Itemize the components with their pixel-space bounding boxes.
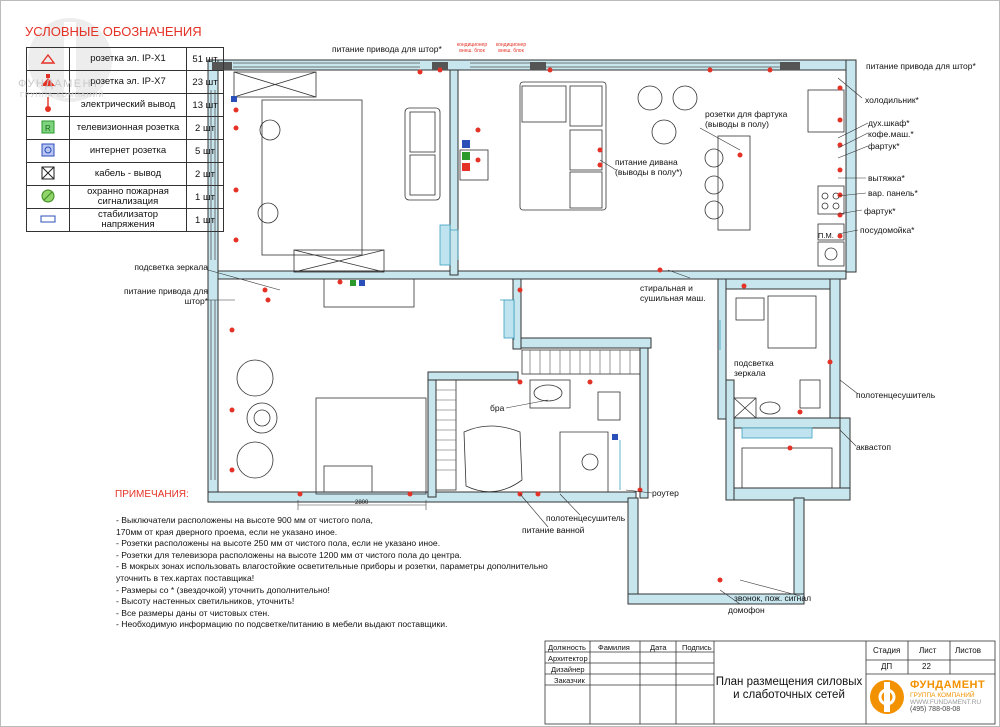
- legend-label: охранно пожарная сигнализация: [70, 186, 187, 209]
- legend-count: 2 шт: [187, 163, 224, 186]
- socket-ipx1-icon: [38, 49, 58, 67]
- tb-stage-label: Стадия: [873, 646, 901, 655]
- label-conditioner-1: кондиционер внеш. блок: [456, 42, 488, 54]
- note-line: - Необходимую информацию по подсветке/питанию в мебели выдают поставщики.: [116, 619, 448, 630]
- label-washer: стиральная и сушильная маш.: [640, 283, 706, 303]
- legend-row: [27, 117, 224, 140]
- watermark-brand: ФУНДАМЕНТ: [18, 78, 101, 90]
- note-line: 170мм от края дверного проема, если не указано иное.: [116, 526, 338, 537]
- svg-text:R: R: [45, 123, 51, 133]
- legend-label: интернет розетка: [70, 140, 187, 163]
- legend-count: 1 шт: [187, 186, 224, 209]
- tb-header-position: Должность: [548, 643, 586, 652]
- label-mirror-light: подсветка зеркала: [134, 262, 208, 272]
- notes-title: ПРИМЕЧАНИЯ:: [115, 489, 189, 500]
- legend-label: телевизионная розетка: [70, 117, 187, 140]
- label-conditioner-2: кондиционер внеш. блок: [495, 42, 527, 54]
- legend-row: [27, 48, 224, 71]
- tb-header-date: Дата: [650, 643, 667, 652]
- label-curtain-top: питание привода для штор*: [332, 44, 442, 54]
- note-line: - Высоту настенных светильников, уточнить!: [116, 596, 295, 607]
- legend-table: [26, 47, 224, 232]
- legend-label: стабилизатор напряжения: [70, 209, 187, 232]
- tb-stage-value: ДП: [881, 662, 893, 671]
- label-curtain-right: питание привода для штор*: [866, 61, 976, 71]
- tb-header-name: Фамилия: [598, 643, 630, 652]
- label-hob: вар. панель*: [868, 188, 918, 198]
- drawing-title: План размещения силовых и слаботочных сетей: [715, 676, 863, 701]
- label-apron-2: фартук*: [864, 206, 896, 216]
- company-name: ФУНДАМЕНТ: [910, 679, 986, 691]
- legend-count: 5 шт: [187, 140, 224, 163]
- internet-socket-icon: [38, 141, 58, 159]
- watermark-sub: ГРУППА КОМПАНИЙ: [20, 92, 105, 99]
- note-line: уточнить в тех.картах поставщика!: [116, 572, 255, 583]
- note-line: - Розетки для телевизора расположены на высоте 1200 мм от чистого пола до центра.: [116, 549, 462, 560]
- notes-list: [116, 515, 556, 631]
- legend-row: [27, 163, 224, 186]
- tb-role-customer: Заказчик: [554, 676, 585, 685]
- label-coffee: кофе.маш.*: [868, 129, 914, 139]
- label-dishwasher: посудомойка*: [860, 225, 915, 235]
- label-router: роутер: [652, 488, 679, 498]
- label-towel-dryer-right: полотенцесушитель: [856, 390, 936, 400]
- legend-label: розетка эл. IP-X1: [70, 48, 187, 71]
- note-line: - Все размеры даны от чистовых стен.: [116, 607, 270, 618]
- note-line: - В мокрых зонах использовать влагостойкие осветительные приборы и розетки, параметры дополнительно: [116, 561, 548, 572]
- label-apron-1: фартук*: [868, 141, 900, 151]
- label-bra: бра: [490, 403, 505, 413]
- tb-header-signature: Подпись: [682, 643, 712, 652]
- company-sub: ГРУППА КОМПАНИЙ: [910, 692, 975, 699]
- note-line: - Выключатели расположены на высоте 900 мм от чистого пола,: [116, 515, 373, 525]
- note-line: - Размеры со * (звездочкой) уточнить дополнительно!: [116, 584, 330, 595]
- label-hood: вытяжка*: [868, 173, 905, 183]
- label-apron-sockets: розетки для фартука (выводы в полу): [705, 109, 788, 129]
- stabilizer-icon: [38, 210, 58, 228]
- legend-label: электрический вывод: [70, 94, 187, 117]
- label-aquastop: аквастоп: [856, 442, 891, 452]
- tb-sheet-value: 22: [922, 662, 931, 671]
- company-phone: (495) 788-08-08: [910, 706, 961, 713]
- label-bath-power: питание ванной: [522, 525, 585, 535]
- cable-outlet-icon: [38, 164, 58, 182]
- tb-role-architect: Архитектор: [548, 654, 588, 663]
- legend-row: [27, 186, 224, 209]
- label-dimension: 2800: [355, 500, 369, 506]
- tb-sheets-label: Листов: [955, 646, 981, 655]
- legend-count: 13 шт: [187, 94, 224, 117]
- legend-count: 23 шт: [187, 71, 224, 94]
- legend-count: 51 шт: [187, 48, 224, 71]
- label-intercom: домофон: [728, 605, 765, 615]
- company-url: WWW.FUNDAMENT.RU: [910, 699, 982, 706]
- tv-socket-icon: [38, 118, 58, 136]
- tb-sheet-label: Лист: [919, 646, 937, 655]
- label-fridge: холодильник*: [865, 95, 919, 105]
- label-pm: П.М.: [818, 231, 834, 240]
- label-curtain-left: питание привода для штор*: [123, 286, 208, 306]
- legend-row: [27, 209, 224, 232]
- tb-role-designer: Дизайнер: [551, 665, 585, 674]
- label-mirror-light-2: подсветка зеркала: [734, 358, 774, 378]
- note-line: - Розетки расположены на высоте 250 мм от чистого пола, если не указано иное.: [116, 538, 441, 549]
- legend-label: кабель - вывод: [70, 163, 187, 186]
- legend-count: 2 шт: [187, 117, 224, 140]
- fire-alarm-icon: [38, 187, 58, 205]
- legend-title: УСЛОВНЫЕ ОБОЗНАЧЕНИЯ: [25, 24, 202, 39]
- legend-label: розетка эл. IP-X7: [70, 71, 187, 94]
- label-towel-dryer-bottom: полотенцесушитель: [546, 513, 626, 523]
- label-sofa-power: питание дивана (выводы в полу*): [615, 157, 683, 177]
- label-oven: дух.шкаф*: [868, 118, 910, 128]
- label-doorbell: звонок, пож. сигнал: [734, 593, 812, 603]
- company-logo-icon: [870, 680, 904, 714]
- legend-count: 1 шт: [187, 209, 224, 232]
- legend-row: [27, 140, 224, 163]
